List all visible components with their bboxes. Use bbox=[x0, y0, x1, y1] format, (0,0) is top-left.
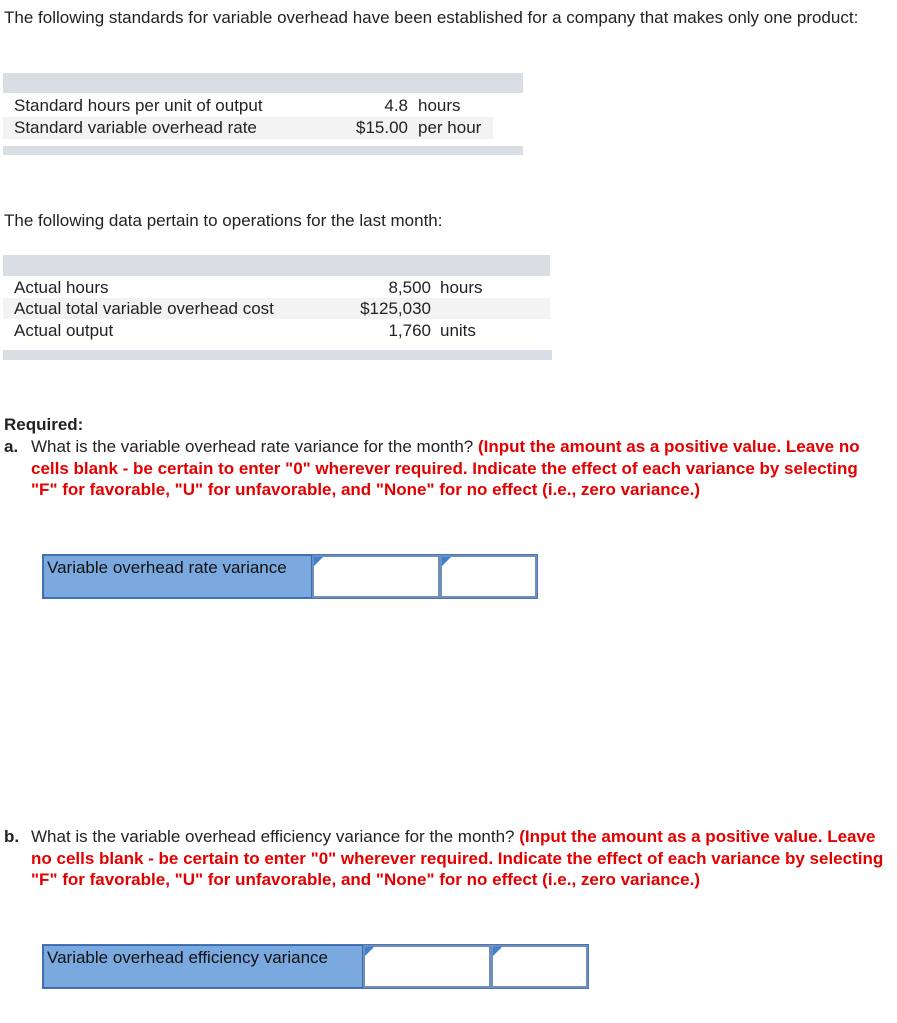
answer-label: Variable overhead efficiency variance bbox=[43, 945, 363, 988]
row-value: $125,030 bbox=[360, 299, 431, 318]
answer-row-a bbox=[42, 554, 538, 599]
table-top-band bbox=[3, 255, 550, 276]
question-text: What is the variable overhead rate variance for the month? bbox=[31, 437, 474, 456]
row-label: Actual output bbox=[14, 321, 114, 340]
question-instruction: (Input the amount as a positive value. Leave no cells blank - be certain to enter "0" wherever required. Indicate the effect of each variance by selecting "F" for favorable, "U" for unfavorable, and "None" for no effect (i.e., zero variance.) bbox=[31, 437, 860, 499]
row-unit: hours bbox=[418, 96, 461, 115]
efficiency-variance-effect-select[interactable] bbox=[491, 945, 588, 988]
data-intro-text: The following data pertain to operations for the last month: bbox=[4, 211, 443, 230]
table-row bbox=[3, 298, 550, 319]
question-number: b. bbox=[4, 827, 20, 846]
question-instruction: (Input the amount as a positive value. Leave no cells blank - be certain to enter "0" wherever required. Indicate the effect of each variance by selecting "F" for favorable, "U" for unfavorable, and "None" for no effect (i.e., zero variance.) bbox=[31, 827, 884, 889]
table-bottom-band bbox=[3, 146, 523, 155]
table-row bbox=[3, 320, 550, 341]
question-a bbox=[4, 436, 884, 501]
select-corner-marker bbox=[493, 947, 502, 956]
row-label: Standard variable overhead rate bbox=[14, 118, 257, 137]
select-corner-marker bbox=[442, 557, 451, 566]
rate-variance-amount-input[interactable] bbox=[312, 555, 440, 598]
efficiency-variance-amount-input[interactable] bbox=[363, 945, 491, 988]
table-row bbox=[3, 117, 493, 139]
row-label: Actual total variable overhead cost bbox=[14, 299, 274, 318]
input-corner-marker bbox=[314, 557, 323, 566]
row-unit: hours bbox=[440, 278, 483, 297]
standards-table bbox=[3, 73, 523, 155]
question-b bbox=[4, 826, 894, 891]
answer-row-b bbox=[42, 944, 589, 989]
table-bottom-band bbox=[3, 350, 552, 360]
row-unit: units bbox=[440, 321, 476, 340]
question-text: What is the variable overhead efficiency variance for the month? bbox=[31, 827, 515, 846]
row-label: Standard hours per unit of output bbox=[14, 96, 263, 115]
row-value: 4.8 bbox=[384, 96, 408, 115]
row-value: $15.00 bbox=[356, 118, 408, 137]
table-row bbox=[3, 277, 550, 298]
answer-label: Variable overhead rate variance bbox=[43, 555, 312, 598]
row-label: Actual hours bbox=[14, 278, 109, 297]
rate-variance-effect-select[interactable] bbox=[440, 555, 537, 598]
question-number: a. bbox=[4, 437, 19, 456]
row-unit: per hour bbox=[418, 118, 482, 137]
required-heading: Required: bbox=[4, 415, 84, 434]
row-value: 1,760 bbox=[388, 321, 431, 340]
input-corner-marker bbox=[365, 947, 374, 956]
row-value: 8,500 bbox=[388, 278, 431, 297]
table-row bbox=[3, 95, 523, 117]
intro-text: The following standards for variable overhead have been established for a company that makes only one product: bbox=[4, 8, 859, 27]
actuals-table bbox=[3, 255, 552, 360]
table-top-band bbox=[3, 73, 523, 93]
